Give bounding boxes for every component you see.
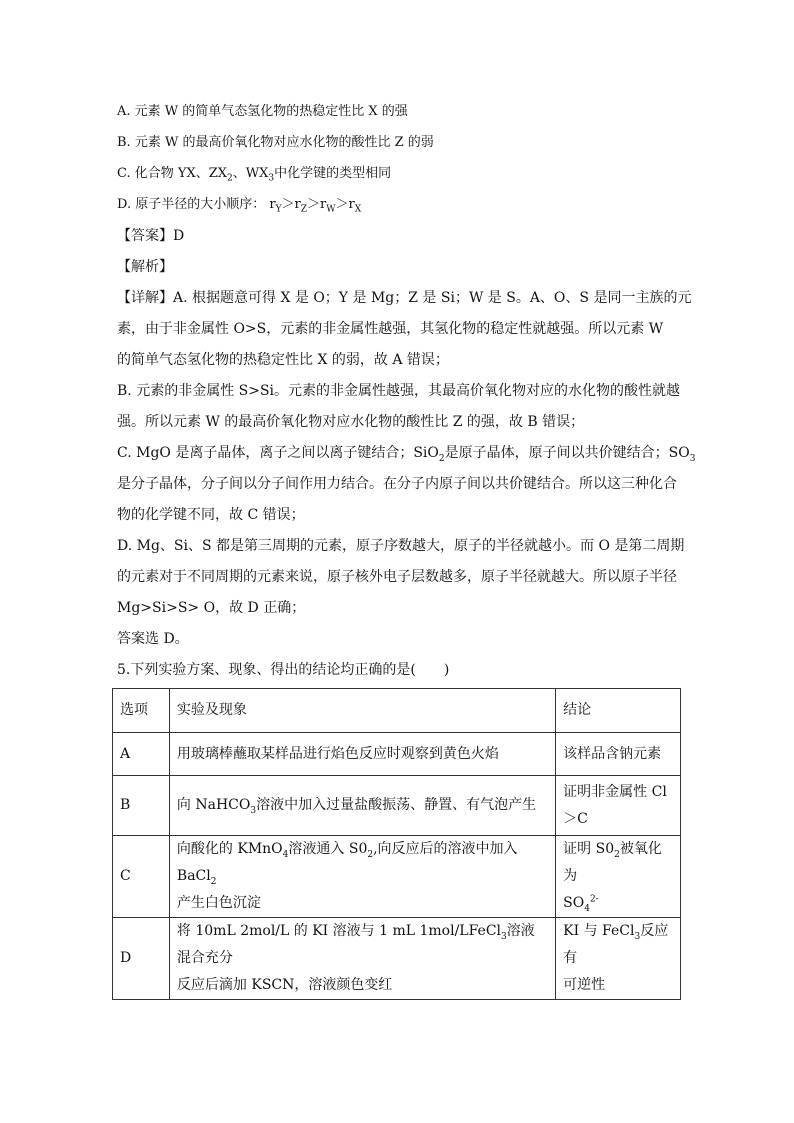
row-experiment <box>169 836 555 918</box>
detail-line: 的简单气态氢化物的热稳定性比 X 的弱，故 A 错误； <box>117 352 449 368</box>
subscript: 2 <box>614 849 620 860</box>
cell-line <box>563 918 673 972</box>
cell-line <box>177 918 548 972</box>
cell-text: 溶液通入 S0 <box>288 841 368 857</box>
option-d-text: ＞r <box>281 197 301 212</box>
subscript: 3 <box>501 931 507 942</box>
cell-text: SO <box>563 895 585 911</box>
cell-line <box>177 836 548 890</box>
header-option: 选项 <box>113 689 170 733</box>
subscript: 2 <box>210 876 217 887</box>
cell-line: 反应后滴加 KSCN，溶液颜色变红 <box>176 977 393 993</box>
subscript: 2 <box>367 849 374 860</box>
row-experiment <box>169 918 555 1000</box>
detail-line: 的元素对于不同周期的元素来说，原子核外电子层数越多，原子半径就越大。所以原子半径 <box>117 569 677 585</box>
detail-line <box>117 443 695 463</box>
table-row <box>113 836 681 918</box>
subscript: 3 <box>268 173 275 184</box>
cell-text: 溶液混合充分 <box>176 923 535 966</box>
option-d-text: ＞r <box>335 197 355 212</box>
option-c-text: C. 化合物 YX、ZX <box>117 166 228 181</box>
table-row <box>113 776 681 836</box>
subscript: Y <box>275 204 282 215</box>
cell-text: 向 NaHCO <box>176 797 251 813</box>
row-experiment <box>169 776 555 836</box>
option-c <box>117 164 391 184</box>
option-b: B. 元素 W 的最高价氧化物对应水化物的酸性比 Z 的弱 <box>117 135 434 150</box>
cell-line: 证明非金属性 Cl <box>563 783 667 800</box>
option-c-text: 中化学键的类型相同 <box>274 166 392 181</box>
header-conclusion: 结论 <box>556 689 681 733</box>
detail-line: 是分子晶体，分子间以分子间作用力结合。在分子内原子间以共价键结合。所以这三种化合 <box>117 476 677 492</box>
experiment-table <box>112 688 681 1000</box>
detail-text: 是原子晶体，原子间以共价键结合；SO <box>444 445 690 461</box>
option-d <box>117 195 361 215</box>
cell-text: 被氧化为 <box>563 841 662 884</box>
analysis-label: 【解析】 <box>117 259 173 275</box>
row-option: B <box>113 776 170 836</box>
cell-text: 向酸化的 KMnO <box>176 841 283 857</box>
cell-text: 证明 S0 <box>563 841 615 857</box>
subscript: 4 <box>282 849 289 860</box>
subscript: 3 <box>634 931 641 942</box>
row-option: D <box>113 918 170 1000</box>
row-conclusion <box>556 776 681 836</box>
question-5-stem: 5.下列实验方案、现象、得出的结论均正确的是( ) <box>117 662 450 678</box>
subscript: 4 <box>584 903 590 914</box>
row-conclusion: 该样品含钠元素 <box>556 733 681 776</box>
row-option: A <box>113 733 170 776</box>
cell-line: 产生白色沉淀 <box>176 895 261 911</box>
detail-line: B. 元素的非金属性 S>Si。元素的非金属性越强，其最高价氧化物对应的水化物的酸性就越 <box>117 383 681 399</box>
cell-text: ,向反应后的溶液中加入 BaCl <box>176 841 518 884</box>
table-row <box>113 733 681 776</box>
superscript: 2- <box>589 894 599 905</box>
option-d-text: D. 原子半径的大小顺序： r <box>117 197 276 212</box>
subscript: 2 <box>227 173 233 184</box>
detail-line: 强。所以元素 W 的最高价氧化物对应水化物的酸性比 Z 的强，故 B 错误； <box>117 414 585 430</box>
row-option: C <box>113 836 170 918</box>
option-d-text: ＞r <box>307 197 327 212</box>
subscript: 3 <box>250 805 257 816</box>
detail-line: 素，由于非金属性 O>S，元素的非金属性越强，其氢化物的稳定性就越强。所以元素 W <box>117 321 664 337</box>
option-c-text: 、WX <box>232 166 269 181</box>
row-experiment: 用玻璃棒蘸取某样品进行焰色反应时观察到黄色火焰 <box>169 733 555 776</box>
row-conclusion <box>556 918 681 1000</box>
detail-line: 物的化学键不同，故 C 错误； <box>117 507 305 523</box>
cell-text: 将 10mL 2mol/L 的 KI 溶液与 1 mL 1mol/LFeCl <box>176 923 502 939</box>
cell-line: 可逆性 <box>563 977 606 993</box>
detail-text: C. MgO 是离子晶体，离子之间以离子键结合；SiO <box>117 445 439 461</box>
detail-line: 【详解】A. 根据题意可得 X 是 O；Y 是 Mg；Z 是 Si；W 是 S。A、O、S 是同一主族的元 <box>117 290 692 306</box>
subscript: 2 <box>438 453 445 464</box>
table-header-row <box>113 689 681 733</box>
subscript: X <box>354 204 362 215</box>
answer-label: 【答案】D <box>117 228 185 244</box>
header-experiment: 实验及现象 <box>169 689 555 733</box>
cell-text: KI 与 FeCl <box>563 923 635 939</box>
cell-line <box>563 890 673 917</box>
subscript: 3 <box>689 453 696 464</box>
option-a: A. 元素 W 的简单气态氢化物的热稳定性比 X 的强 <box>117 104 408 119</box>
detail-line: Mg>Si>S> O，故 D 正确； <box>117 600 306 616</box>
table-row <box>113 918 681 1000</box>
cell-text: 溶液中加入过量盐酸振荡、静置、有气泡产生 <box>256 797 537 813</box>
cell-text: 反应有 <box>563 923 669 966</box>
row-conclusion <box>556 836 681 918</box>
cell-line <box>563 836 673 890</box>
answer-choice-line: 答案选 D。 <box>117 631 189 647</box>
cell-line: ＞C <box>563 810 588 827</box>
subscript: Z <box>300 204 308 215</box>
subscript: W <box>326 204 336 215</box>
detail-line: D. Mg、Si、S 都是第三周期的元素，原子序数越大，原子的半径就越小。而 O 是第二周期 <box>117 538 685 554</box>
